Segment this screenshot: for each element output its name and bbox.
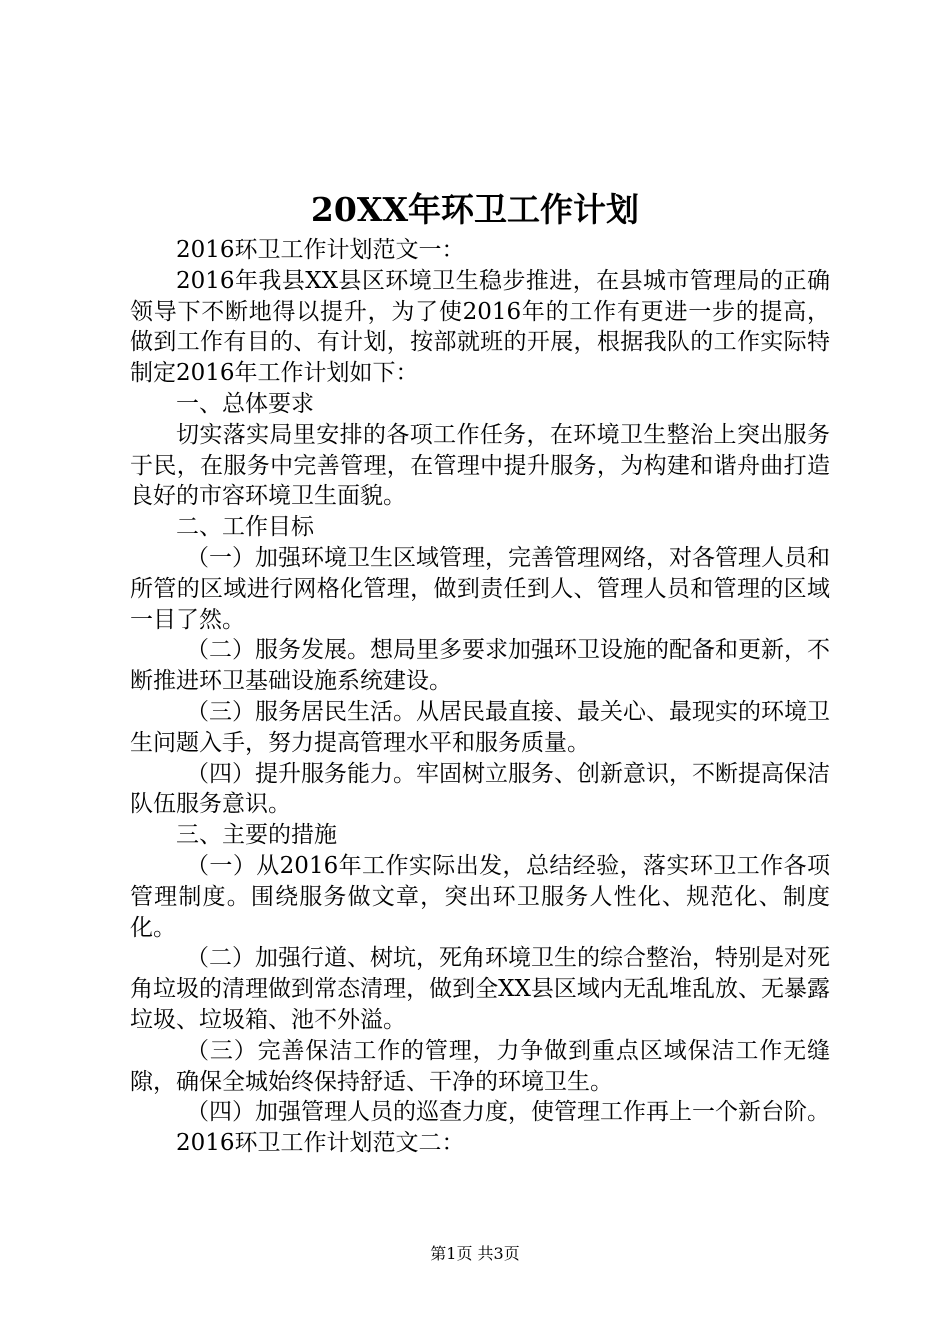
section-heading-sample-one: 2016环卫工作计划范文一： xyxy=(176,237,465,263)
measure-item-4: （四）加强管理人员的巡查力度，使管理工作再上一个新台阶。 xyxy=(186,1099,830,1126)
heading-work-goals: 二、工作目标 xyxy=(176,514,314,541)
heading-general-requirements: 一、总体要求 xyxy=(176,390,314,417)
document-title: 20XX年环卫工作计划 xyxy=(310,190,640,229)
measure-item-2: （二）加强行道、树坑，死角环境卫生的综合整治，特别是对死角垃圾的清理做到常态清理，做到全XX县区域内无乱堆乱放、无暴露垃圾、垃圾箱、池不外溢。 xyxy=(130,945,830,1033)
document-body xyxy=(130,235,830,1159)
heading-main-measures: 三、主要的措施 xyxy=(176,822,337,849)
section-heading-sample-two: 2016环卫工作计划范文二： xyxy=(176,1130,465,1157)
intro-paragraph: 2016年我县XX县区环境卫生稳步推进，在县城市管理局的正确领导下不断地得以提升，为了使2016年的工作有更进一步的提高，做到工作有目的、有计划，按部就班的开展，根据我队的工作实际特制定2016年工作计划如下： xyxy=(130,267,830,387)
goal-item-1: （一）加强环境卫生区域管理，完善管理网络，对各管理人员和所管的区域进行网格化管理，做到责任到人、管理人员和管理的区域一目了然。 xyxy=(130,544,830,633)
page-footer: 第1页 共3页 xyxy=(430,1244,520,1263)
general-requirements-paragraph: 切实落实局里安排的各项工作任务，在环境卫生整治上突出服务于民，在服务中完善管理，在管理中提升服务，为构建和谐舟曲打造良好的市容环境卫生面貌。 xyxy=(130,421,830,510)
measure-item-3: （三）完善保洁工作的管理，力争做到重点区域保洁工作无缝隙，确保全城始终保持舒适、干净的环境卫生。 xyxy=(130,1037,830,1095)
measure-item-1: （一）从2016年工作实际出发，总结经验，落实环卫工作各项管理制度。围绕服务做文章，突出环卫服务人性化、规范化、制度化。 xyxy=(130,852,830,941)
goal-item-3: （三）服务居民生活。从居民最直接、最关心、最现实的环境卫生问题入手，努力提高管理水平和服务质量。 xyxy=(130,698,830,756)
goal-item-2: （二）服务发展。想局里多要求加强环卫设施的配备和更新，不断推进环卫基础设施系统建设。 xyxy=(130,637,830,695)
goal-item-4: （四）提升服务能力。牢固树立服务、创新意识，不断提高保洁队伍服务意识。 xyxy=(130,760,830,818)
